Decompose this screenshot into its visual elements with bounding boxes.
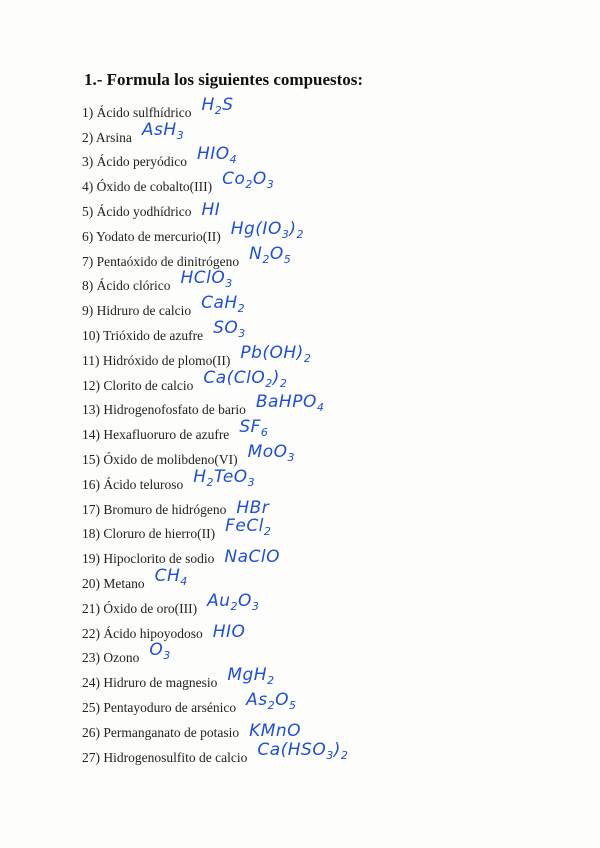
compound-row — [82, 592, 582, 617]
compound-name: 13) Hidrogenofosfato de bario — [82, 402, 246, 418]
compound-row — [82, 344, 582, 369]
handwritten-formula: MgH$_2$ — [227, 665, 275, 688]
handwritten-formula: CaH$_2$ — [201, 293, 246, 316]
compound-name: 14) Hexafluoruro de azufre — [82, 427, 230, 443]
compound-name: 12) Clorito de calcio — [82, 377, 194, 393]
handwritten-formula: FeCl$_2$ — [225, 516, 272, 539]
compound-name: 16) Ácido teluroso — [82, 476, 184, 492]
handwritten-formula: $H_2S$ — [201, 94, 234, 117]
handwritten-formula: $O_3$ — [149, 640, 171, 663]
compound-row — [82, 691, 582, 716]
handwritten-formula: $SF_6$ — [239, 417, 269, 440]
compound-row — [82, 319, 582, 344]
handwritten-formula: HBr — [236, 497, 270, 518]
handwritten-formula: $Au_2O_3$ — [207, 590, 260, 613]
compound-row — [82, 418, 582, 443]
compound-name: 22) Ácido hipoyodoso — [82, 625, 203, 641]
handwritten-formula: HI — [201, 199, 221, 220]
compound-name: 1) Ácido sulfhídrico — [82, 104, 192, 120]
compound-list — [82, 96, 582, 766]
handwritten-formula: AsH$_3$ — [141, 119, 185, 142]
compound-row — [82, 146, 582, 171]
compound-row — [82, 741, 582, 766]
handwritten-formula: $Co_2O_3$ — [222, 169, 275, 192]
compound-name: 3) Ácido peryódico — [82, 154, 187, 170]
handwritten-formula: KMnO — [249, 720, 302, 741]
compound-name: 9) Hidruro de calcio — [82, 303, 192, 319]
compound-name: 2) Arsina — [82, 129, 132, 145]
handwritten-formula: NaClO — [224, 547, 280, 568]
compound-name: 19) Hipoclorito de sodio — [82, 551, 215, 567]
compound-name: 8) Ácido clórico — [82, 278, 171, 294]
compound-name: 15) Óxido de molibdeno(VI) — [82, 451, 238, 467]
compound-name: 10) Trióxido de azufre — [82, 327, 204, 343]
handwritten-formula: $N_2O_5$ — [249, 243, 292, 266]
compound-row — [82, 642, 582, 667]
compound-row — [82, 716, 582, 741]
compound-row — [82, 195, 582, 220]
handwritten-formula: $Ca(ClO_2)_2$ — [203, 367, 288, 390]
compound-name: 5) Ácido yodhídrico — [82, 203, 192, 219]
compound-name: 17) Bromuro de hidrógeno — [82, 501, 227, 517]
handwritten-formula: $CH_4$ — [154, 565, 188, 588]
compound-row — [82, 96, 582, 121]
compound-row — [82, 170, 582, 195]
handwritten-formula: $Pb(OH)_2$ — [240, 342, 312, 365]
compound-row — [82, 542, 582, 567]
compound-name: 4) Óxido de cobalto(III) — [82, 179, 213, 195]
compound-name: 7) Pentaóxido de dinitrógeno — [82, 253, 240, 269]
compound-name: 21) Óxido de oro(III) — [82, 600, 198, 616]
compound-name: 27) Hidrogenosulfito de calcio — [82, 749, 248, 765]
handwritten-formula: HClO$_3$ — [180, 268, 233, 291]
compound-row — [82, 369, 582, 394]
handwritten-formula: $Ca(HSO_3)_2$ — [257, 739, 349, 762]
compound-row — [82, 518, 582, 543]
compound-name: 18) Cloruro de hierro(II) — [82, 526, 216, 542]
compound-name: 20) Metano — [82, 575, 145, 591]
compound-name: 24) Hidruro de magnesio — [82, 675, 218, 691]
handwritten-formula: BaHPO$_4$ — [255, 392, 325, 415]
compound-row — [82, 245, 582, 270]
compound-row — [82, 666, 582, 691]
compound-row — [82, 617, 582, 642]
compound-row — [82, 468, 582, 493]
compound-row — [82, 121, 582, 146]
compound-row — [82, 443, 582, 468]
compound-row — [82, 567, 582, 592]
compound-name: 23) Ozono — [82, 650, 140, 666]
compound-row — [82, 220, 582, 245]
compound-name: 26) Permanganato de potasio — [82, 724, 240, 740]
handwritten-formula: $As_2O_5$ — [246, 689, 297, 712]
compound-row — [82, 270, 582, 295]
compound-row — [82, 493, 582, 518]
handwritten-formula: $HIO_4$ — [196, 144, 238, 167]
handwritten-formula: HIO — [212, 621, 246, 642]
handwritten-formula: $SO_3$ — [213, 317, 246, 340]
handwritten-formula: $Hg(IO_3)_2$ — [230, 218, 304, 241]
compound-row — [82, 394, 582, 419]
handwritten-formula: MoO$_3$ — [247, 441, 296, 464]
compound-name: 6) Yodato de mercurio(II) — [82, 228, 221, 244]
exercise-title: 1.- Formula los siguientes compuestos: — [84, 70, 364, 89]
compound-row — [82, 294, 582, 319]
handwritten-formula: $H_2TeO_3$ — [193, 466, 256, 489]
compound-name: 11) Hidróxido de plomo(II) — [82, 352, 231, 368]
compound-name: 25) Pentayoduro de arsénico — [82, 699, 237, 715]
